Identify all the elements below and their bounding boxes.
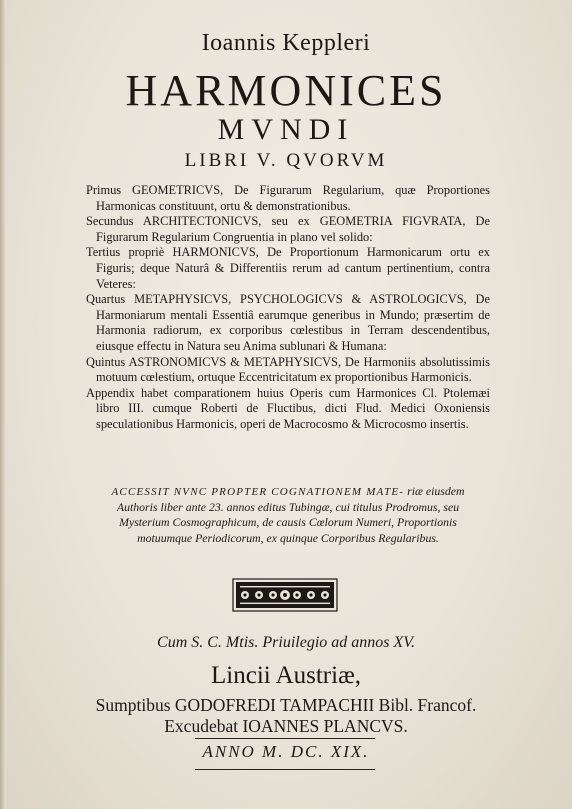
book-text: habet comparationem huius Operis cum Harmonices Cl. Ptolemæi libro III. cumque Roberti de Fluctibus, dicti Flud. Medici Oxoniensis speculationibus Harmonicis, operi de Macrocosmo & Microcosmo insertis. xyxy=(96,385,490,431)
accessit-rest: riæ eiusdem Authoris liber ante 23. annos editus Tubingæ, cui titulus Prodromus, seu Mysterium Cosmographicum, de causis Cœlorum Numeri, Proportionis motuumque Periodicorum, ex quinque Corporibus Regularibus. xyxy=(116,484,465,545)
book-lead: Primus xyxy=(86,183,122,197)
book-text: propriè HARMONICVS, De Proportionum Harmonicarum ortu ex Figuris; deque Naturâ & Differentiis rerum ad cantum pertinentium, contra Veteres: xyxy=(96,245,490,291)
accessit-paragraph xyxy=(92,484,484,546)
printer-line: Excudebat IOANNES PLANCVS. xyxy=(164,716,408,736)
accessit-caps: ACCESSIT NVNC PROPTER COGNATIONEM MATE- xyxy=(111,486,405,498)
title-harmonices: HARMONICES xyxy=(125,66,447,115)
book-lead: Secundus xyxy=(86,214,134,229)
book-entry xyxy=(86,386,490,433)
divider-bottom xyxy=(195,769,375,770)
book-text: ASTRONOMICVS & METAPHYSICVS, De Harmoniis absolutissimis motuum cœlestium, ortuque Eccentricitatum ex proportionibus Harmonicis. xyxy=(96,354,490,385)
book-lead: Appendix xyxy=(86,385,135,400)
book-entry xyxy=(86,292,490,354)
title-mundi: MVNDI xyxy=(217,113,355,146)
publisher-line: Sumptibus GODOFREDI TAMPACHII Bibl. Francof. xyxy=(95,695,477,715)
privilege-line: Cum S. C. Mtis. Priuilegio ad annos XV. xyxy=(157,634,415,651)
author-line: Ioannis Keppleri xyxy=(201,30,371,56)
book-entry xyxy=(86,355,490,386)
printers-ornament-icon xyxy=(232,578,338,612)
city-line: Lincii Austriæ, xyxy=(211,662,361,689)
books-list xyxy=(86,183,490,433)
book-entry xyxy=(86,183,490,214)
book-lead: Tertius xyxy=(86,245,121,260)
libri-line: LIBRI V. QVORVM xyxy=(184,150,388,171)
book-text: ARCHITECTONICVS, seu ex GEOMETRIA FIGVRATA, De Figurarum Regularium Congruentia in plano vel solido: xyxy=(96,214,490,244)
book-text: GEOMETRICVS, De Figurarum Regularium, quæ Proportiones Harmonicas constituunt, ortu & demonstrationibus. xyxy=(96,183,490,213)
divider-top xyxy=(195,738,375,739)
year-line: ANNO M. DC. XIX. xyxy=(202,742,370,761)
book-lead: Quintus xyxy=(86,354,126,369)
book-entry xyxy=(86,214,490,245)
book-lead: Quartus xyxy=(86,292,126,307)
book-text: METAPHYSICVS, PSYCHOLOGICVS & ASTROLOGICVS, De Harmoniarum mentali Essentiâ earumque generibus in Mundo; præsertim de Harmonia radiorum, ex corporibus cœlestibus in Terram descendentibus, eiusque effectu in Natura seu Anima sublunari & Humana: xyxy=(96,292,490,353)
book-entry xyxy=(86,245,490,292)
